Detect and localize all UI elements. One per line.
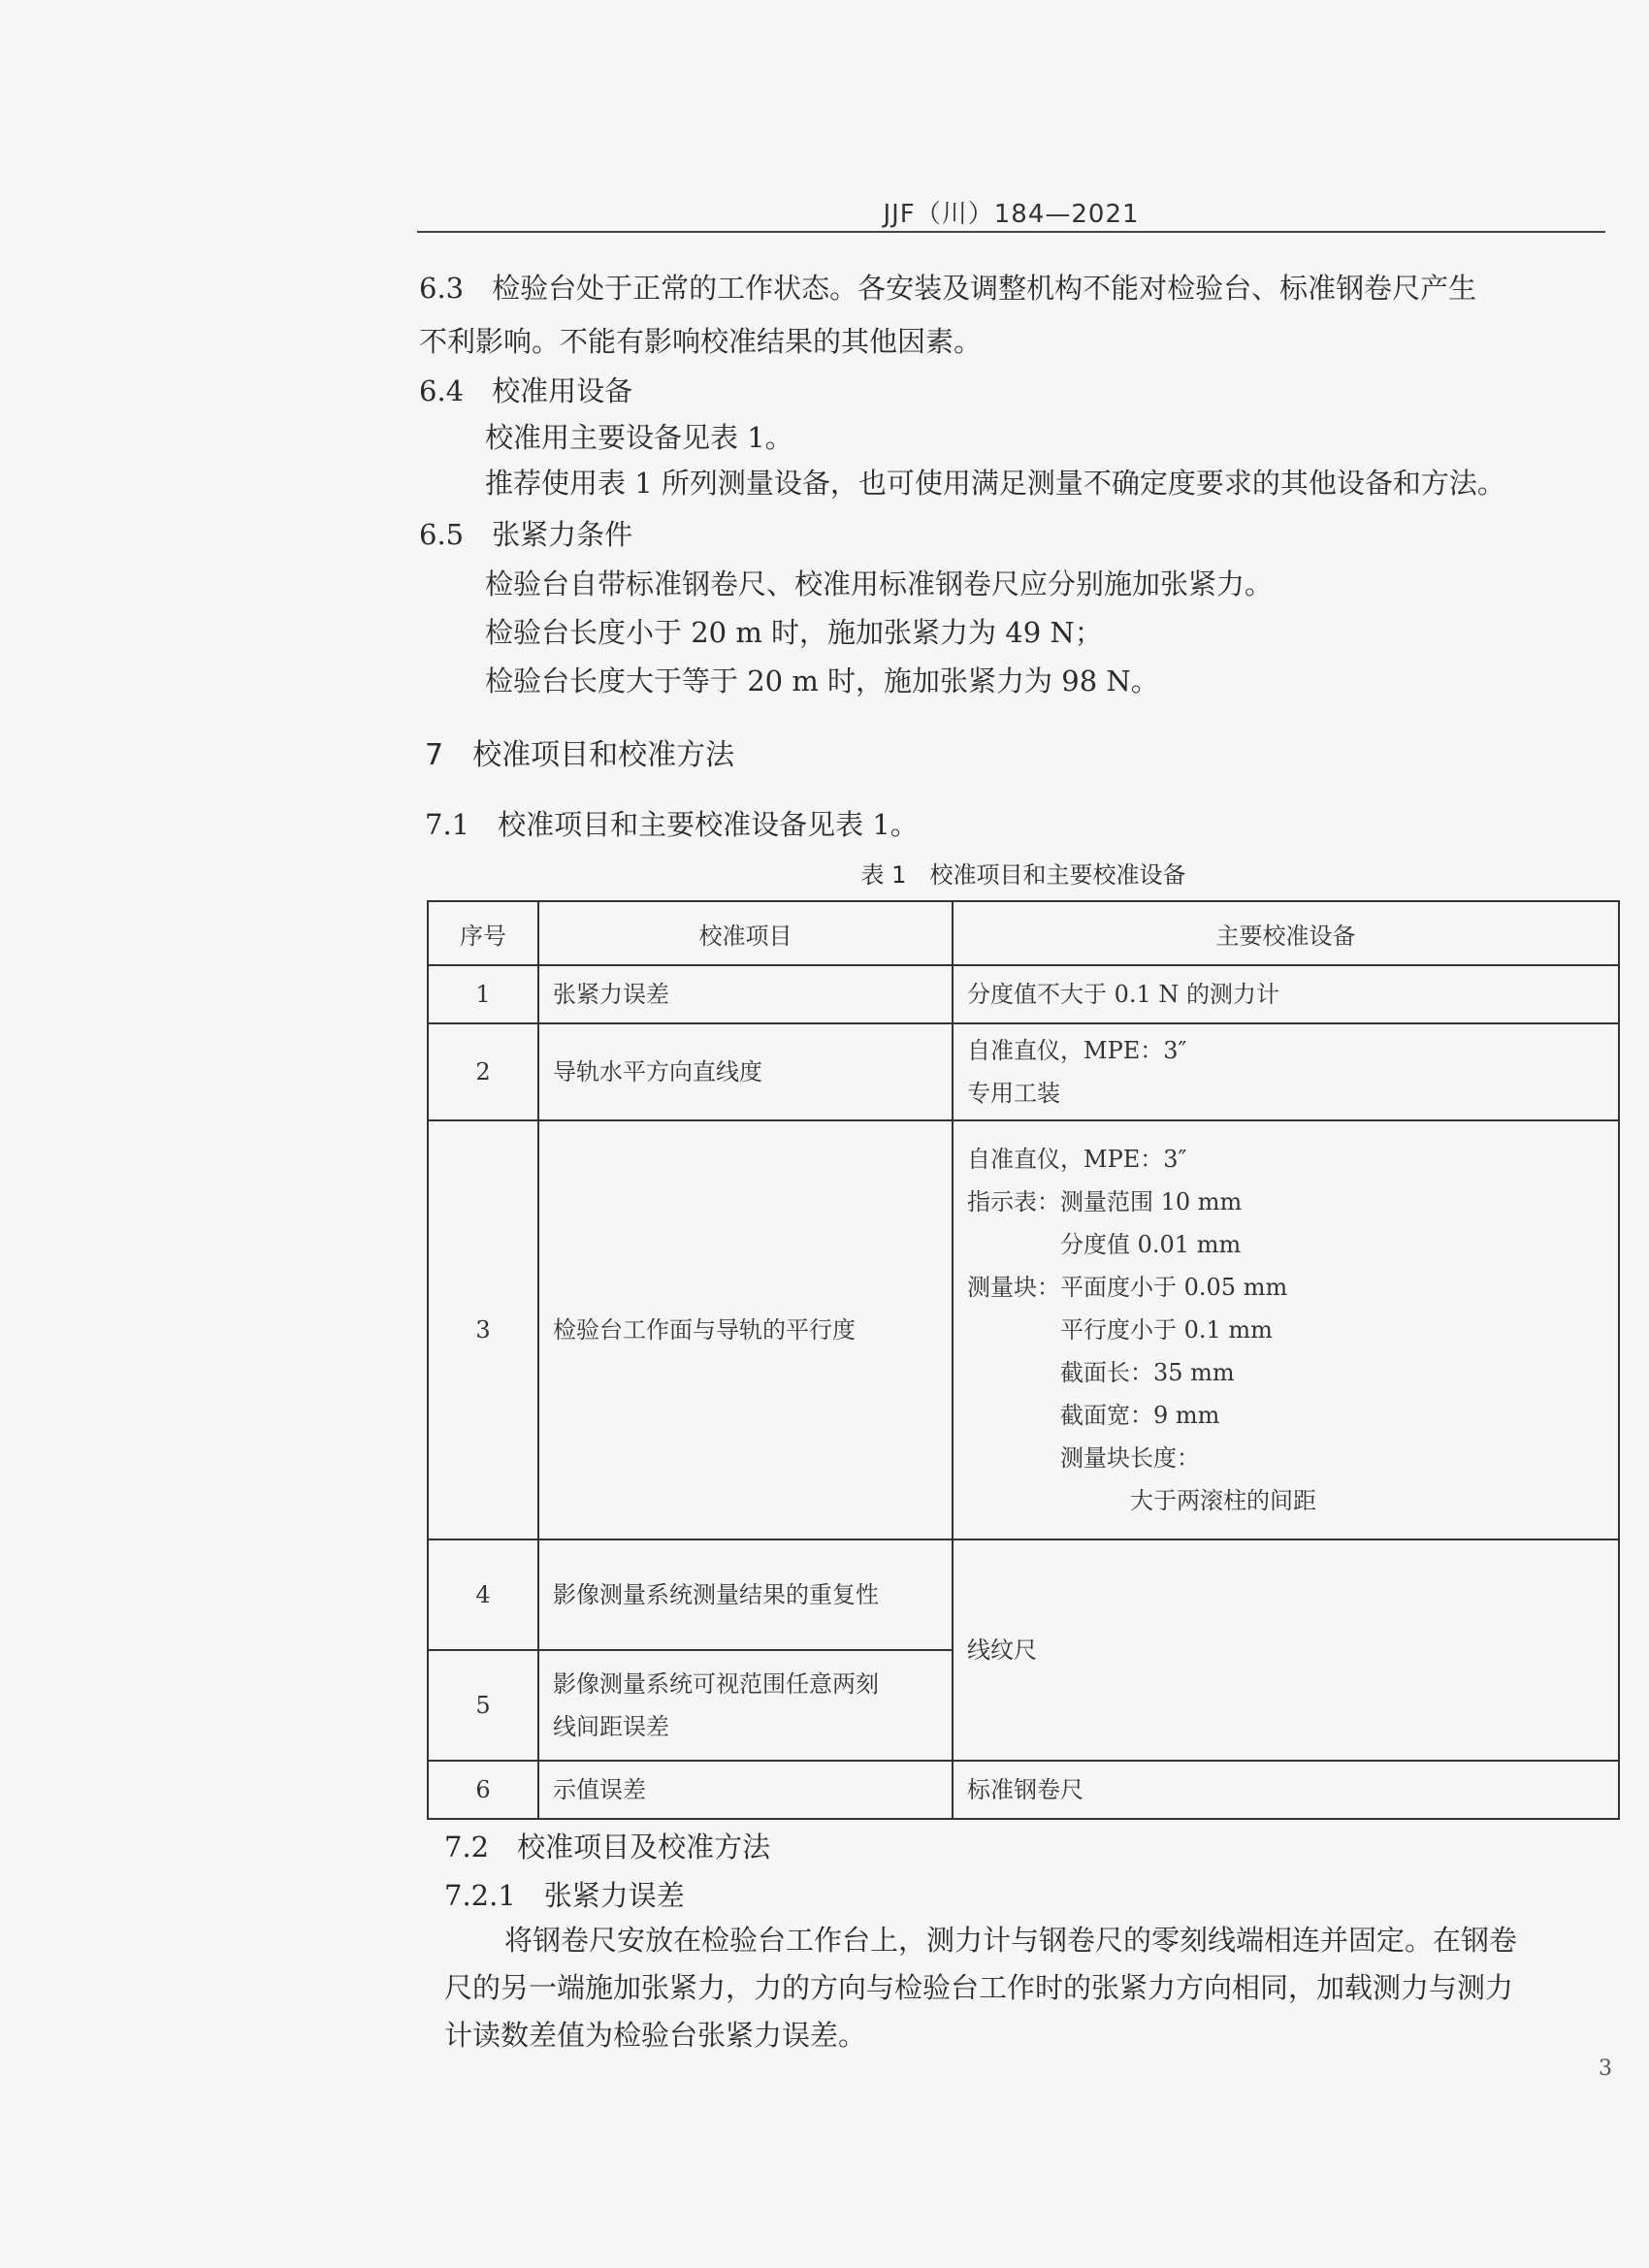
item-line: 影像测量系统测量结果的重复性 <box>553 1581 879 1608</box>
paragraph-6-5-line-1: 检验台自带标准钢卷尺、校准用标准钢卷尺应分别施加张紧力。 <box>485 567 1274 600</box>
equipment-line: 分度值不大于 0.1 N 的测力计 <box>967 981 1280 1008</box>
item-line: 示值误差 <box>553 1776 646 1803</box>
paragraph-6-3-line-1: 6.3 检验台处于正常的工作状态。各安装及调整机构不能对检验台、标准钢卷尺产生 <box>419 272 1477 305</box>
item-cell <box>538 965 953 1023</box>
item-cell <box>538 1120 953 1539</box>
paragraph-7-2-1-line-3: 计读数差值为检验台张紧力误差。 <box>444 2019 867 2052</box>
equipment-line: 大于两滚柱的间距 <box>967 1487 1316 1514</box>
header-main-equipment: 主要校准设备 <box>953 901 1619 965</box>
table-row <box>428 1120 1619 1539</box>
item-cell <box>538 1650 953 1761</box>
heading-7-2-1: 7.2.1 张紧力误差 <box>444 1879 685 1912</box>
serial-cell: 3 <box>428 1120 538 1539</box>
heading-6-4: 6.4 校准用设备 <box>419 374 633 407</box>
item-cell <box>538 1539 953 1650</box>
heading-6-5: 6.5 张紧力条件 <box>419 518 633 551</box>
paragraph-6-3-line-2: 不利影响。不能有影响校准结果的其他因素。 <box>419 325 983 358</box>
item-line: 导轨水平方向直线度 <box>553 1058 762 1085</box>
paragraph-6-4-line-1: 校准用主要设备见表 1。 <box>485 421 793 454</box>
serial-cell: 6 <box>428 1761 538 1819</box>
item-line: 影像测量系统可视范围任意两刻 <box>553 1670 879 1698</box>
equipment-line: 截面宽：9 mm <box>967 1402 1220 1429</box>
table-row <box>428 1761 1619 1819</box>
serial-cell: 1 <box>428 965 538 1023</box>
paragraph-7-2-1-line-2: 尺的另一端施加张紧力，力的方向与检验台工作时的张紧力方向相同，加载测力与测力 <box>444 1971 1514 2004</box>
page-number: 3 <box>1599 2057 1612 2081</box>
header-calibration-item: 校准项目 <box>538 901 953 965</box>
paragraph-7-2-1-line-1: 将钢卷尺安放在检验台工作台上，测力计与钢卷尺的零刻线端相连并固定。在钢卷 <box>504 1924 1518 1957</box>
equipment-line: 专用工装 <box>967 1080 1060 1107</box>
equipment-line: 标准钢卷尺 <box>967 1776 1083 1803</box>
standard-code-header: JJF（川）184—2021 <box>883 200 1140 229</box>
section-7-title: 7 校准项目和校准方法 <box>425 738 735 772</box>
equipment-line: 测量块：平面度小于 0.05 mm <box>967 1274 1288 1301</box>
equipment-line: 自准直仪，MPE：3″ <box>967 1146 1187 1173</box>
header-serial-number: 序号 <box>428 901 538 965</box>
equipment-cell <box>953 1023 1619 1120</box>
equipment-cell <box>953 1120 1619 1539</box>
table-header-row <box>428 901 1619 965</box>
item-line: 检验台工作面与导轨的平行度 <box>553 1316 856 1344</box>
equipment-cell-merged <box>953 1539 1619 1761</box>
equipment-line: 指示表：测量范围 10 mm <box>967 1188 1243 1215</box>
header-rule <box>417 231 1605 233</box>
equipment-line: 分度值 0.01 mm <box>967 1231 1242 1258</box>
item-cell <box>538 1023 953 1120</box>
item-line: 线间距误差 <box>553 1713 669 1740</box>
equipment-cell <box>953 965 1619 1023</box>
equipment-line: 测量块长度： <box>967 1444 1200 1472</box>
paragraph-6-4-line-2: 推荐使用表 1 所列测量设备，也可使用满足测量不确定度要求的其他设备和方法。 <box>485 467 1505 500</box>
equipment-cell <box>953 1761 1619 1819</box>
table-row <box>428 965 1619 1023</box>
item-line: 张紧力误差 <box>553 981 669 1008</box>
table-row <box>428 1023 1619 1120</box>
equipment-line: 线纹尺 <box>967 1636 1037 1664</box>
paragraph-6-5-line-2: 检验台长度小于 20 m 时，施加张紧力为 49 N； <box>485 616 1103 649</box>
serial-cell: 2 <box>428 1023 538 1120</box>
table-row <box>428 1539 1619 1650</box>
paragraph-6-5-line-3: 检验台长度大于等于 20 m 时，施加张紧力为 98 N。 <box>485 664 1159 697</box>
heading-7-2: 7.2 校准项目及校准方法 <box>444 1831 771 1863</box>
table-caption: 表 1 校准项目和主要校准设备 <box>860 861 1186 889</box>
equipment-line: 截面长：35 mm <box>967 1359 1235 1386</box>
equipment-line: 平行度小于 0.1 mm <box>967 1316 1273 1344</box>
paragraph-7-1: 7.1 校准项目和主要校准设备见表 1。 <box>425 808 919 841</box>
item-cell <box>538 1761 953 1819</box>
calibration-table <box>427 900 1620 1820</box>
equipment-line: 自准直仪，MPE：3″ <box>967 1037 1187 1064</box>
serial-cell: 4 <box>428 1539 538 1650</box>
serial-cell: 5 <box>428 1650 538 1761</box>
